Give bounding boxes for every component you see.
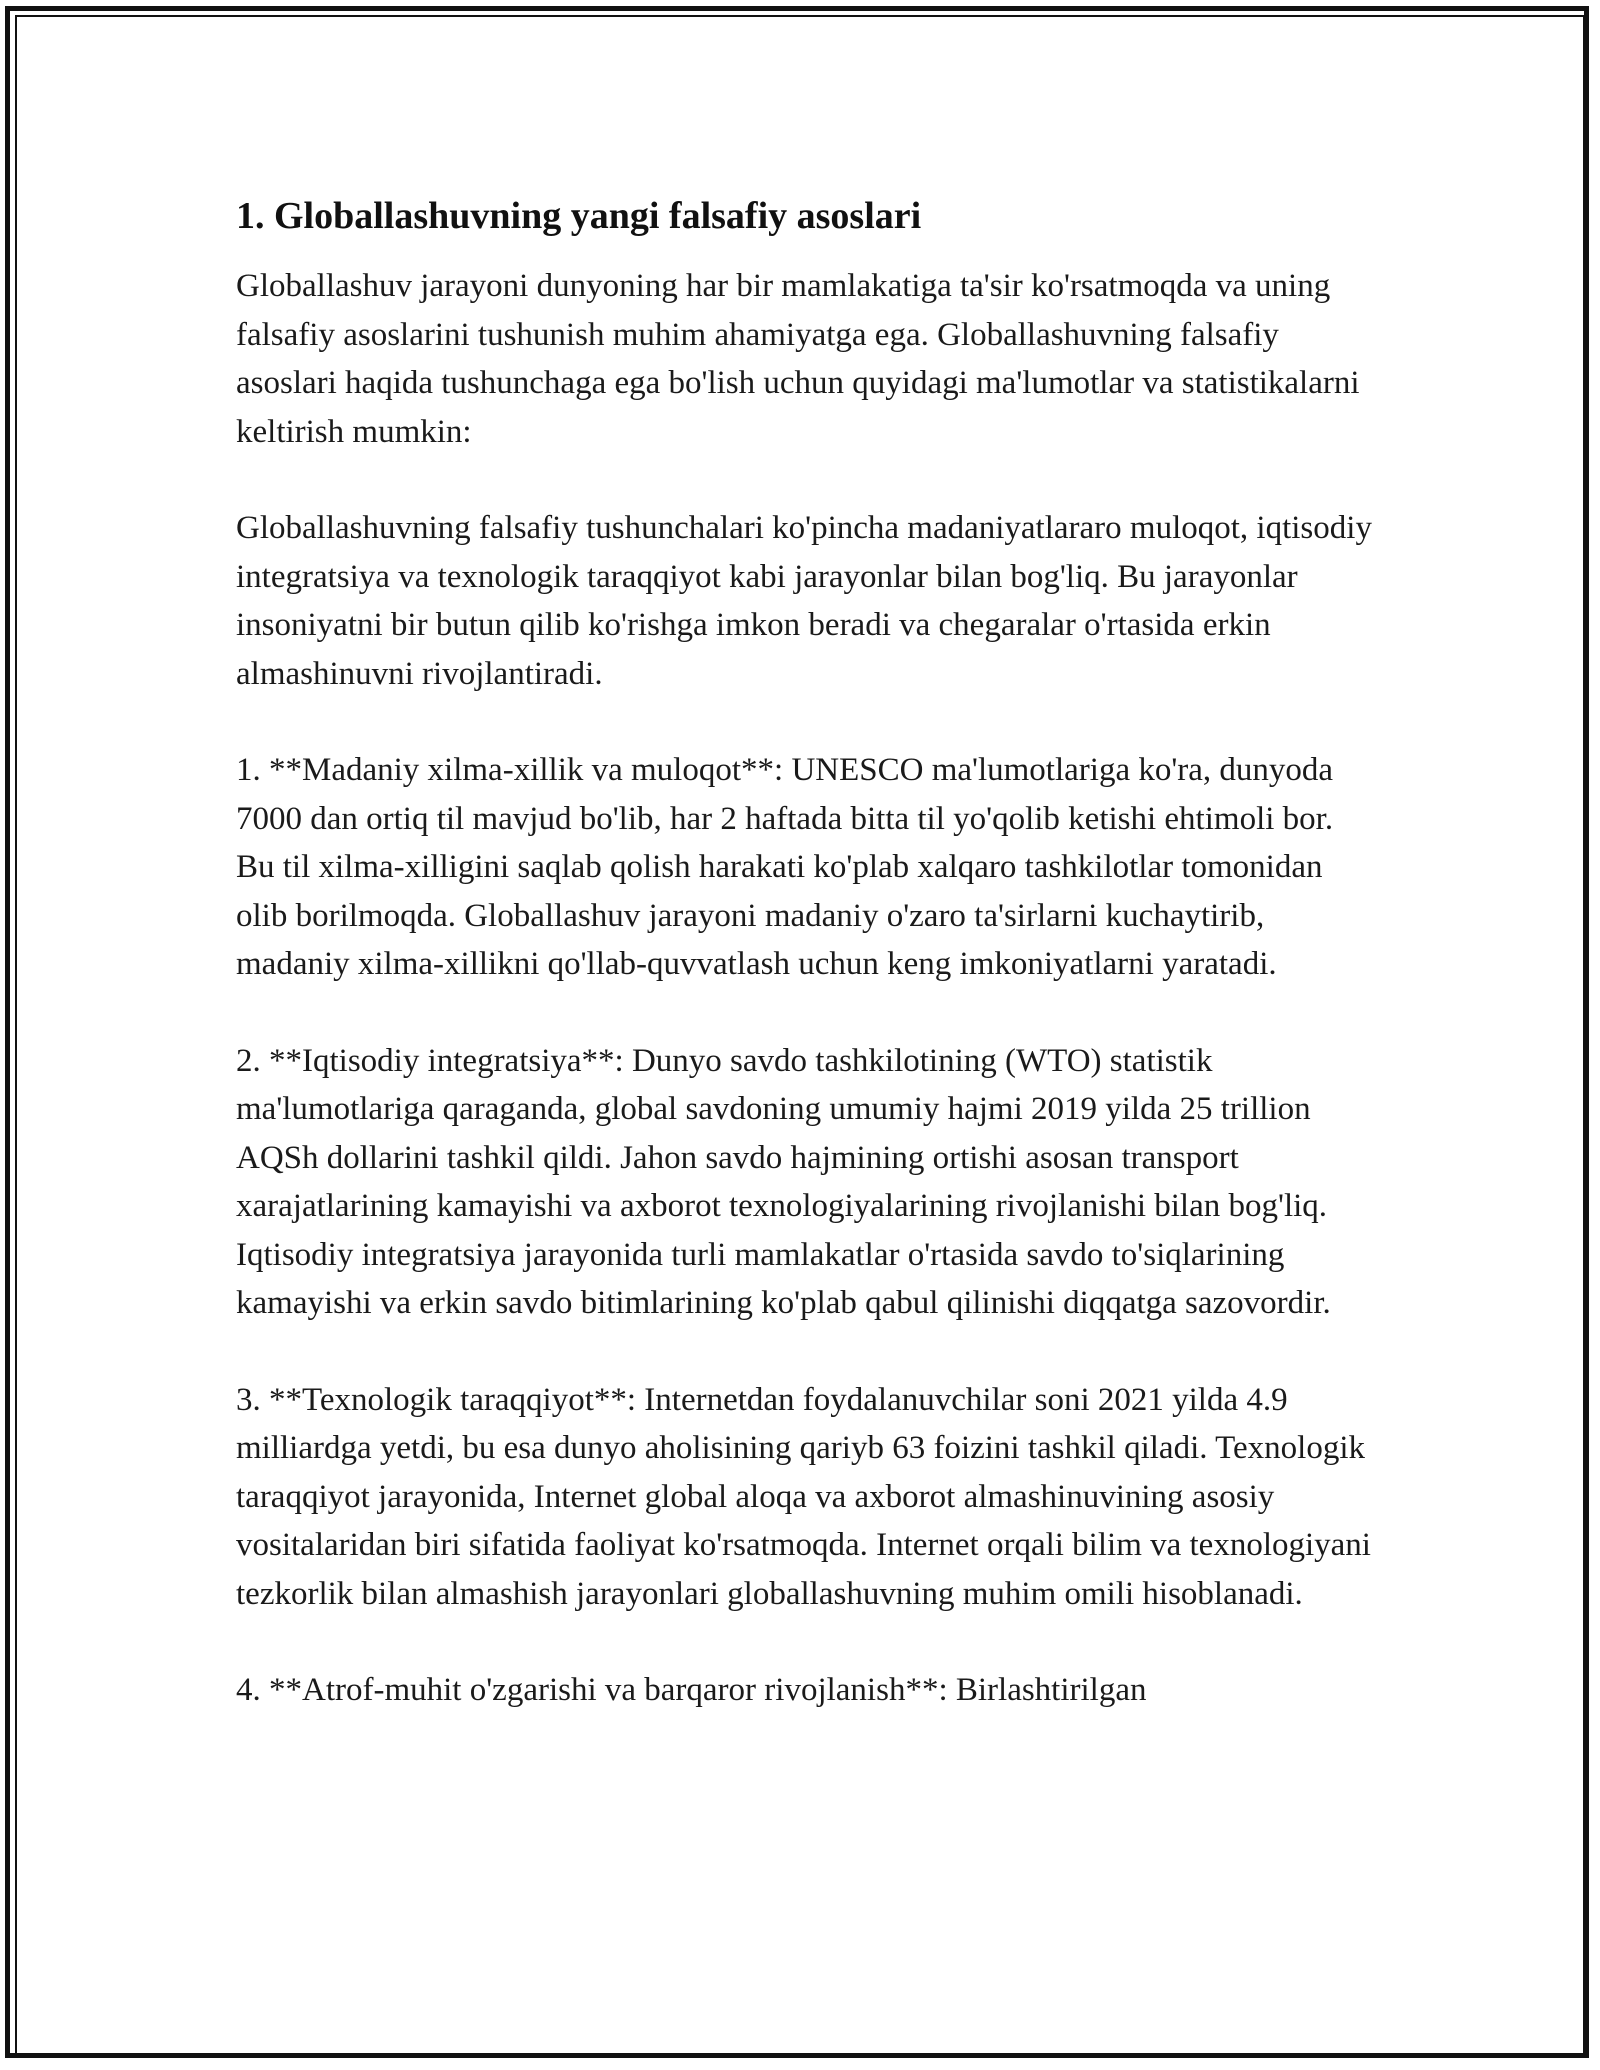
paragraph-intro: Globallashuv jarayoni dunyoning har bir mamlakatiga ta'sir ko'rsatmoqda va uning falsafiy asoslarini tushunish muhim ahamiyatga ega. Globallashuvning falsafiy asoslari haqida tushunchaga ega bo'lish uchun quyidagi ma'lumotlar va statistikalarni keltirish mumkin: bbox=[236, 268, 1360, 450]
paragraph-environment: 4. **Atrof-muhit o'zgarishi va barqaror rivojlanish**: Birlashtirilgan bbox=[236, 1672, 1147, 1708]
document-title: 1. Globallashuvning yangi falsafiy asoslari bbox=[236, 195, 922, 237]
paragraph-technological-progress: 3. **Texnologik taraqqiyot**: Internetdan foydalanuvchilar soni 2021 yilda 4.9 milliardga yetdi, bu esa dunyo aholisining qariyb 63 foizini tashkil qiladi. Texnologik taraqqiyot jarayonida, Internet global aloqa va axborot almashinuvining asosiy vositalaridan biri sifatida faoliyat ko'rsatmoqda. Internet orqali bilim va texnologiyani tezkorlik bilan almashish jarayonlari globallashuvning muhim omili hisoblanadi. bbox=[236, 1381, 1371, 1612]
paragraph-concepts: Globallashuvning falsafiy tushunchalari ko'pincha madaniyatlararo muloqot, iqtisodiy integratsiya va texnologik taraqqiyot kabi jarayonlar bilan bog'liq. Bu jarayonlar insoniyatni bir butun qilib ko'rishga imkon beradi va chegaralar o'rtasida erkin almashinuvni rivojlantiradi. bbox=[236, 510, 1372, 692]
paragraph-cultural-diversity: 1. **Madaniy xilma-xillik va muloqot**: UNESCO ma'lumotlariga ko'ra, dunyoda 7000 dan ortiq til mavjud bo'lib, har 2 haftada bitta til yo'qolib ketishi ehtimoli bor. Bu til xilma-xilligini saqlab qolish harakati ko'plab xalqaro tashkilotlar tomonidan olib borilmoqda. Globallashuv jarayoni madaniy o'zaro ta'sirlarni kuchaytirib, madaniy xilma-xillikni qo'llab-quvvatlash uchun keng imkoniyatlarni yaratadi. bbox=[236, 752, 1334, 982]
document-body bbox=[236, 188, 1376, 1763]
paragraph-economic-integration: 2. **Iqtisodiy integratsiya**: Dunyo savdo tashkilotining (WTO) statistik ma'lumotlariga qaraganda, global savdoning umumiy hajmi 2019 yilda 25 trillion AQSh dollarini tashkil qildi. Jahon savdo hajmining ortishi asosan transport xarajatlarining kamayishi va axborot texnologiyalarining rivojlanishi bilan bog'liq. Iqtisodiy integratsiya jarayonida turli mamlakatlar o'rtasida savdo to'siqlarining kamayishi va erkin savdo bitimlarining ko'plab qabul qilinishi diqqatga sazovordir. bbox=[236, 1042, 1331, 1321]
